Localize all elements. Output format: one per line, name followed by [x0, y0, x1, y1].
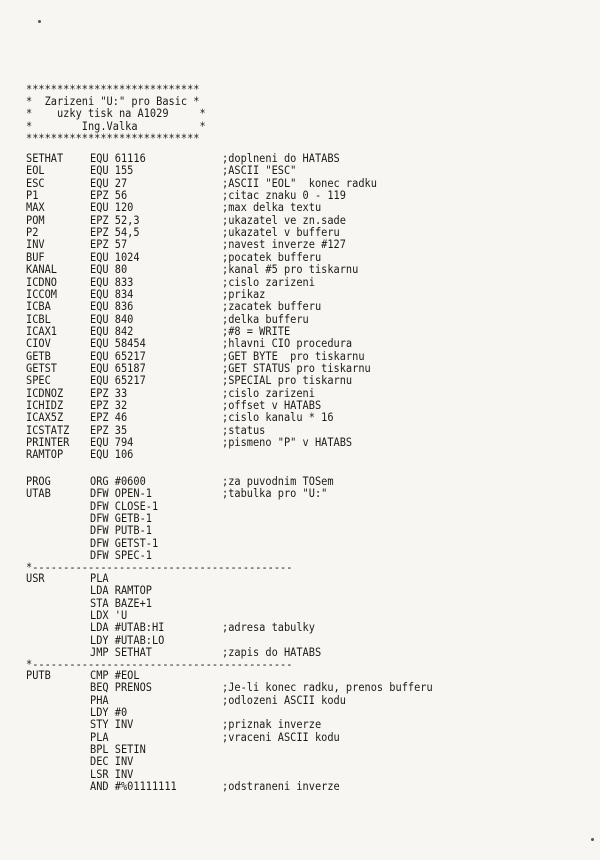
- code-operation: EQU 836: [90, 300, 134, 314]
- code-operation: DFW GETB-1: [90, 512, 152, 526]
- code-operation: DFW SPEC-1: [90, 549, 152, 563]
- code-comment: ;cislo zarizeni: [222, 386, 315, 400]
- code-operation: EPZ 52,3: [90, 213, 140, 227]
- code-operation: EPZ 46: [90, 411, 128, 425]
- separator-line: *------------------------------------------: [26, 561, 293, 574]
- code-label: ICSTATZ: [26, 423, 70, 437]
- code-operation: EQU 65187: [90, 361, 146, 375]
- code-operation: BPL SETIN: [90, 743, 146, 757]
- code-comment: ;prikaz: [222, 287, 266, 301]
- header-line: * Ing.Valka *: [26, 119, 206, 133]
- code-operation: PHA: [90, 693, 109, 707]
- code-comment: ;pocatek bufferu: [222, 250, 322, 264]
- code-label: GETB: [26, 349, 51, 363]
- code-label: USR: [26, 572, 45, 585]
- code-operation: EPZ 54,5: [90, 226, 140, 240]
- code-comment: ;zacatek bufferu: [222, 300, 322, 314]
- code-operation: LDX 'U: [90, 609, 128, 623]
- code-operation: EQU 61116: [90, 152, 146, 165]
- code-operation: EQU 27: [90, 176, 128, 190]
- code-label: BUF: [26, 250, 45, 264]
- code-operation: LDY #0: [90, 706, 128, 720]
- code-operation: EQU 58454: [90, 337, 146, 351]
- code-label: POM: [26, 213, 45, 227]
- code-operation: EQU 120: [90, 201, 134, 215]
- code-label: ICBA: [26, 300, 51, 314]
- code-label: P2: [26, 226, 39, 240]
- code-operation: DFW PUTB-1: [90, 524, 152, 538]
- code-label: ICDNO: [26, 275, 57, 289]
- code-operation: LSR INV: [90, 767, 134, 781]
- code-comment: ;GET BYTE pro tiskarnu: [222, 349, 365, 363]
- code-operation: DFW CLOSE-1: [90, 499, 159, 513]
- code-operation: EQU 106: [90, 448, 134, 462]
- code-label: GETST: [26, 361, 57, 375]
- code-comment: ;SPECIAL pro tiskarnu: [222, 374, 353, 388]
- code-comment: ;#8 = WRITE: [222, 324, 291, 338]
- code-label: RAMTOP: [26, 448, 64, 462]
- code-label: ICAX5Z: [26, 411, 64, 425]
- code-label: SETHAT: [26, 152, 64, 165]
- code-comment: ;hlavni CIO procedura: [222, 337, 353, 351]
- code-operation: STA BAZE+1: [90, 596, 152, 610]
- speck-mark: [38, 20, 41, 23]
- code-comment: ;max delka textu: [222, 201, 322, 215]
- code-label: PRINTER: [26, 436, 70, 450]
- code-comment: ;odstraneni inverze: [222, 780, 340, 794]
- code-comment: ;kanal #5 pro tiskarnu: [222, 263, 359, 277]
- code-operation: PLA: [90, 730, 109, 744]
- code-comment: ;ukazatel ve zn.sade: [222, 213, 346, 227]
- header-line: * uzky tisk na A1029 *: [26, 107, 206, 121]
- code-operation: JMP SETHAT: [90, 646, 152, 660]
- code-comment: ;delka bufferu: [222, 312, 309, 326]
- code-operation: EQU 833: [90, 275, 134, 289]
- code-operation: EQU 80: [90, 263, 128, 277]
- code-comment: ;vraceni ASCII kodu: [222, 730, 340, 744]
- code-operation: LDY #UTAB:LO: [90, 633, 165, 647]
- code-comment: ;offset v HATABS: [222, 399, 322, 412]
- code-comment: ;tabulka pro "U:": [222, 487, 328, 501]
- code-label: EOL: [26, 164, 45, 178]
- code-operation: EQU 65217: [90, 374, 146, 388]
- code-operation: LDA #UTAB:HI: [90, 621, 165, 635]
- code-operation: PLA: [90, 572, 109, 585]
- code-operation: DFW GETST-1: [90, 536, 159, 550]
- code-operation: EPZ 33: [90, 386, 128, 400]
- code-comment: ;pismeno "P" v HATABS: [222, 436, 353, 450]
- header-line: ****************************: [26, 83, 200, 96]
- code-comment: ;ASCII "EOL" konec radku: [222, 176, 377, 190]
- code-label: ICCOM: [26, 287, 57, 301]
- code-comment: ;za puvodnim TOSem: [222, 475, 334, 488]
- code-operation: EQU 794: [90, 436, 134, 450]
- code-operation: DEC INV: [90, 755, 134, 769]
- code-comment: ;ASCII "ESC": [222, 164, 297, 178]
- code-comment: ;priznak inverze: [222, 718, 322, 732]
- code-comment: ;navest inverze #127: [222, 238, 346, 252]
- code-comment: ;cislo kanalu * 16: [222, 411, 334, 425]
- code-operation: DFW OPEN-1: [90, 487, 152, 501]
- code-operation: EPZ 32: [90, 399, 128, 412]
- code-operation: EPZ 35: [90, 423, 128, 437]
- code-operation: EQU 155: [90, 164, 134, 178]
- code-comment: ;cislo zarizeni: [222, 275, 315, 289]
- code-operation: BEQ PRENOS: [90, 681, 152, 695]
- code-comment: ;doplneni do HATABS: [222, 152, 340, 165]
- code-label: UTAB: [26, 487, 51, 501]
- separator-line: *------------------------------------------: [26, 658, 293, 671]
- code-operation: STY INV: [90, 718, 134, 732]
- code-operation: ORG #0600: [90, 475, 146, 488]
- code-operation: CMP #EOL: [90, 669, 140, 682]
- code-label: INV: [26, 238, 45, 252]
- header-line: * Zarizeni "U:" pro Basic *: [26, 95, 200, 109]
- header-line: ****************************: [26, 131, 200, 145]
- code-comment: ;Je-li konec radku, prenos bufferu: [222, 681, 433, 695]
- code-operation: EPZ 56: [90, 189, 128, 203]
- code-comment: ;adresa tabulky: [222, 621, 315, 635]
- code-operation: EQU 842: [90, 324, 134, 338]
- code-label: PROG: [26, 475, 51, 488]
- code-operation: LDA RAMTOP: [90, 584, 152, 598]
- code-label: ICBL: [26, 312, 51, 326]
- code-label: ICDNOZ: [26, 386, 64, 400]
- code-operation: EQU 65217: [90, 349, 146, 363]
- code-comment: ;citac znaku 0 - 119: [222, 189, 346, 203]
- code-label: MAX: [26, 201, 45, 215]
- code-label: KANAL: [26, 263, 57, 277]
- code-label: SPEC: [26, 374, 51, 388]
- code-comment: ;ukazatel v bufferu: [222, 226, 340, 240]
- code-label: CIOV: [26, 337, 51, 351]
- code-operation: EQU 840: [90, 312, 134, 326]
- code-label: PUTB: [26, 669, 51, 682]
- code-label: P1: [26, 189, 39, 203]
- code-label: ICHIDZ: [26, 399, 64, 412]
- code-operation: EQU 1024: [90, 250, 140, 264]
- code-operation: EPZ 57: [90, 238, 128, 252]
- code-operation: EQU 834: [90, 287, 134, 301]
- code-comment: ;GET STATUS pro tiskarnu: [222, 361, 371, 375]
- code-label: ESC: [26, 176, 45, 190]
- code-comment: ;status: [222, 423, 266, 437]
- code-operation: AND #%01111111: [90, 780, 177, 794]
- speck-mark: [591, 838, 594, 841]
- code-label: ICAX1: [26, 324, 57, 338]
- code-comment: ;zapis do HATABS: [222, 646, 322, 660]
- code-comment: ;odlozeni ASCII kodu: [222, 693, 346, 707]
